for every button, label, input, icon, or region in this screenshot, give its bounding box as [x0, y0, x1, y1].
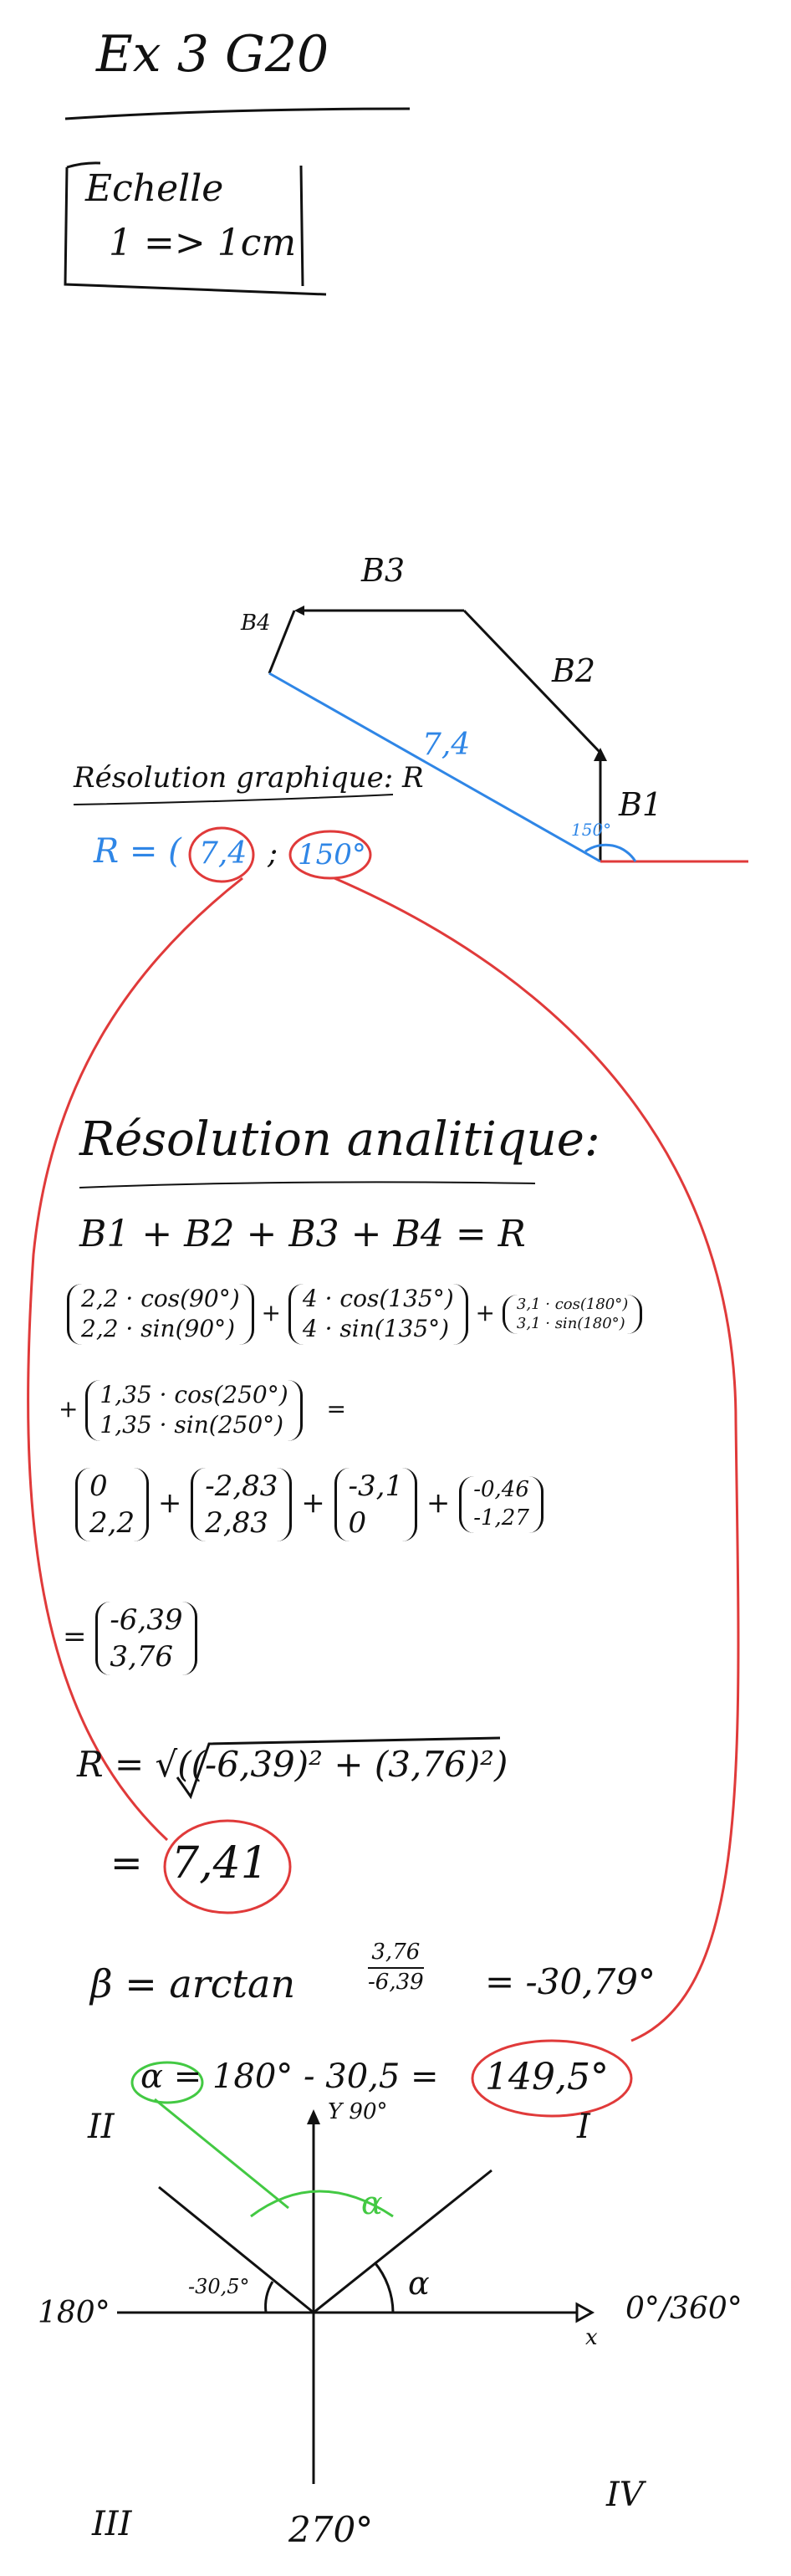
label-b2: B2: [552, 652, 596, 689]
analytic-underline: [79, 1182, 535, 1188]
r-equals: =: [110, 1840, 143, 1885]
negative-angle-label: -30,5°: [188, 2275, 250, 2298]
graph-resolution-magnitude: 7,4: [199, 836, 248, 871]
x-axis-arrow: [577, 2304, 592, 2321]
alpha-equation: α = 180° - 30,5 =: [140, 2057, 439, 2096]
matrix-row-2: + 1,35 · cos(250°) 1,35 · sin(250°) =: [59, 1380, 346, 1441]
label-b1: B1: [619, 786, 663, 823]
label-b4: B4: [241, 611, 271, 636]
diagonal-right: [314, 2170, 492, 2313]
scale-value: 1 => 1cm: [109, 222, 297, 264]
vector-sum-row: = -6,39 3,76: [63, 1602, 197, 1675]
x-axis-label: x: [585, 2325, 598, 2350]
beta-fraction: 3,76 -6,39: [368, 1940, 424, 1995]
analytic-title: Résolution analitique:: [79, 1112, 600, 1167]
link-angle: [334, 878, 738, 2041]
green-pointer: [155, 2099, 288, 2208]
graph-resolution-title: Résolution graphique: R: [74, 761, 424, 795]
graph-resolution-prefix: R = (: [94, 832, 181, 871]
analytic-sum-equation: B1 + B2 + B3 + B4 = R: [79, 1213, 526, 1255]
graph-title-underline: [74, 795, 393, 805]
vector-values-row: 0 2,2 + -2,83 2,83 + -3,1 0 + -0,46 -1,27: [75, 1468, 543, 1541]
axis-left-label: 180°: [38, 2296, 110, 2330]
label-resultant-length: 7,4: [422, 728, 471, 762]
alpha-angle-label: α: [408, 2265, 430, 2302]
axis-bottom-label: 270°: [288, 2509, 374, 2550]
page-title: Ex 3 G20: [96, 25, 329, 84]
matrix-b1: 2,2 · cos(90°) 2,2 · sin(90°): [67, 1284, 254, 1345]
axis-right-label: 0°/360°: [625, 2292, 743, 2326]
graph-resolution-sep: ;: [268, 836, 278, 871]
scale-label: Echelle: [85, 167, 224, 210]
matrix-row-1: 2,2 · cos(90°) 2,2 · sin(90°) + 4 · cos(135°) 4 · sin(135°) + 3,1 · cos(180°) 3,1 · sin(180°): [67, 1284, 642, 1345]
vector-v2: -2,83 2,83: [191, 1468, 292, 1541]
vector-v1: 0 2,2: [75, 1468, 149, 1541]
arrowhead-b3: [294, 606, 304, 616]
axis-top-label: Y 90°: [328, 2099, 388, 2124]
graph-resolution-angle: 150°: [298, 838, 366, 871]
r-result: 7,41: [171, 1838, 268, 1889]
alpha-green-label: α: [361, 2185, 383, 2221]
title-underline: [65, 109, 410, 119]
y-axis-arrow: [307, 2109, 320, 2124]
beta-prefix: β = arctan: [90, 1961, 296, 2006]
r-formula: R = √((-6,39)² + (3,76)²): [77, 1744, 508, 1785]
link-magnitude: [28, 878, 242, 1840]
beta-result: = -30,79°: [485, 1961, 656, 2002]
label-b3: B3: [361, 552, 406, 589]
angle-arc: [585, 845, 635, 861]
quadrant-1-label: I: [577, 2108, 590, 2146]
vector-v4: -0,46 -1,27: [459, 1476, 543, 1533]
quadrant-4-label: IV: [606, 2476, 644, 2514]
alpha-result: 149,5°: [485, 2056, 609, 2098]
matrix-b2: 4 · cos(135°) 4 · sin(135°): [288, 1284, 468, 1345]
matrix-b3: 3,1 · cos(180°) 3,1 · sin(180°): [503, 1295, 642, 1334]
vector-sum: -6,39 3,76: [95, 1602, 196, 1675]
vector-b4: [269, 611, 294, 673]
matrix-b4: 1,35 · cos(250°) 1,35 · sin(250°): [85, 1380, 302, 1441]
quadrant-3-label: III: [92, 2505, 132, 2543]
arrowhead-b1: [594, 748, 607, 761]
quadrant-2-label: II: [88, 2108, 115, 2146]
neg-angle-arc: [266, 2282, 273, 2313]
vector-v3: -3,1 0: [334, 1468, 418, 1541]
label-angle: 150°: [571, 820, 612, 840]
alpha-arc: [375, 2262, 393, 2313]
